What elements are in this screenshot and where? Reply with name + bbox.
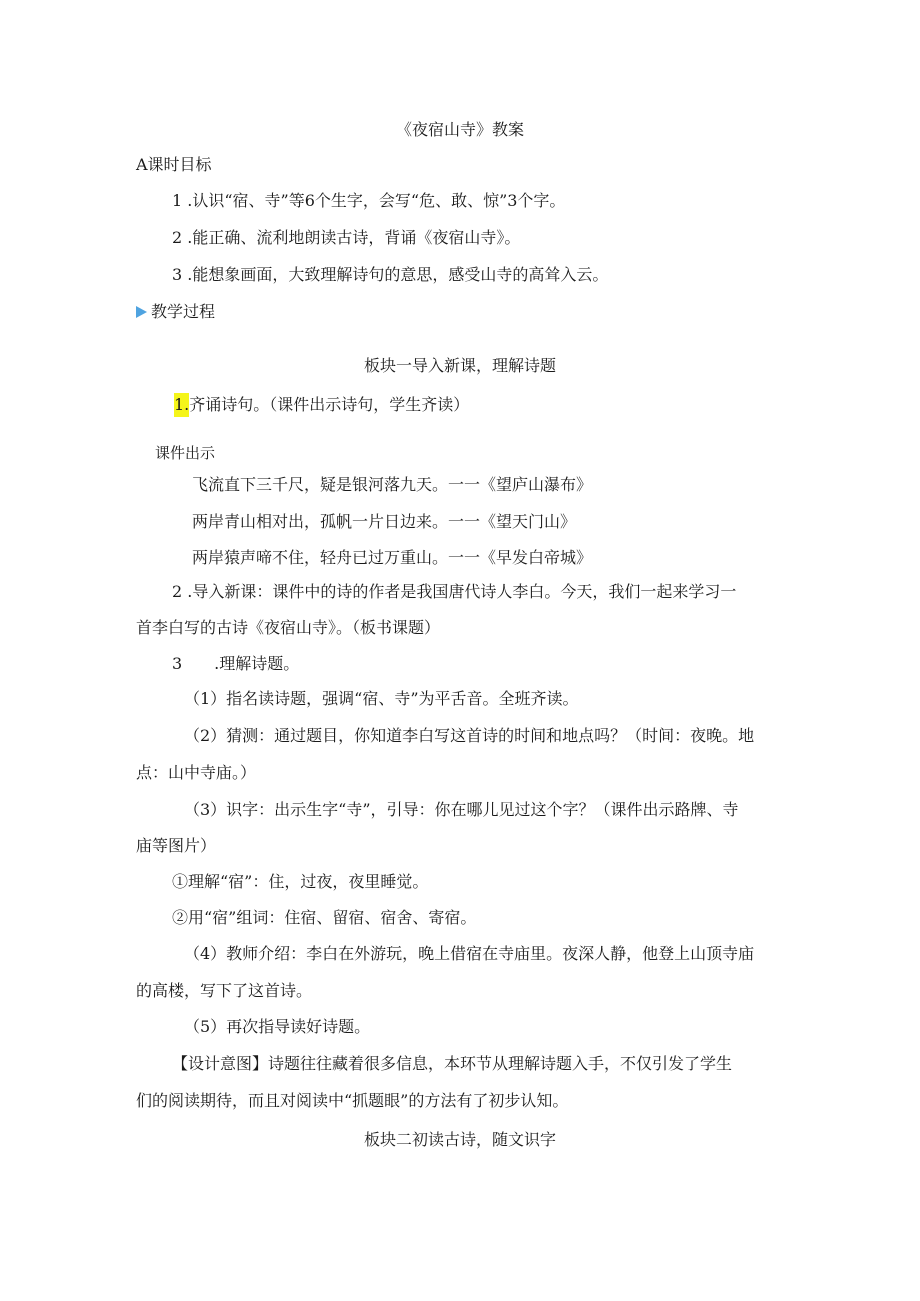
goal-item: 3 .能想象画面，大致理解诗句的意思，感受山寺的高耸入云。: [172, 265, 609, 284]
goal-item: 1 .认识“宿、寺”等6个生字，会写“危、敢、惊”3个字。: [172, 191, 566, 210]
paragraph-line: 2 .导入新课：课件中的诗的作者是我国唐代诗人李白。今天，我们一起来学习一: [172, 582, 737, 601]
paragraph-line: 首李白写的古诗《夜宿山寺》。（板书课题）: [136, 618, 441, 637]
paragraph-line: 们的阅读期待，而且对阅读中“抓题眼”的方法有了初步认知。: [136, 1091, 569, 1110]
paragraph-line: （5）再次指导读好诗题。: [184, 1017, 371, 1036]
courseware-label: 课件出示: [155, 444, 216, 462]
goals-heading: A课时目标: [136, 155, 212, 174]
process-heading: [136, 302, 215, 322]
process-heading-text: 教学过程: [151, 302, 216, 321]
list-item-text: 齐诵诗句。（课件出示诗句，学生齐读）: [189, 395, 470, 414]
paragraph-line: 点：山中寺庙。）: [136, 763, 257, 782]
document-title: 《夜宿山寺》教案: [395, 120, 524, 139]
goal-item: 2 .能正确、流利地朗读古诗，背诵《夜宿山寺》。: [172, 228, 521, 247]
paragraph-line: （3）识字：出示生字“寺”，引导：你在哪儿见过这个字？（课件出示路牌、寺: [184, 800, 739, 819]
highlighted-number: 1.: [174, 393, 189, 417]
paragraph-line: （4）教师介绍：李白在外游玩，晚上借宿在寺庙里。夜深人静，他登上山顶寺庙: [184, 944, 755, 963]
paragraph-line: ①理解“宿”：住，过夜，夜里睡觉。: [172, 872, 429, 891]
paragraph-line: 的高楼，写下了这首诗。: [136, 981, 313, 1000]
paragraph-line: ②用“宿”组词：住宿、留宿、宿舍、寄宿。: [172, 908, 477, 927]
poem-line: 飞流直下三千尺，疑是银河落九天。一一《望庐山瀑布》: [192, 475, 593, 494]
list-item: [174, 393, 469, 417]
triangle-bullet-icon: [136, 306, 147, 318]
poem-line: 两岸青山相对出，孤帆一片日边来。一一《望天门山》: [192, 512, 577, 531]
paragraph-line: 【设计意图】诗题往往藏着很多信息，本环节从理解诗题入手，不仅引发了学生: [172, 1054, 733, 1073]
paragraph-line: （1）指名读诗题，强调“宿、寺”为平舌音。全班齐读。: [184, 689, 579, 708]
section-title: 板块一导入新课，理解诗题: [363, 356, 556, 375]
section-title: 板块二初读古诗，随文识字: [363, 1130, 556, 1149]
paragraph-line: （2）猜测：通过题目，你知道李白写这首诗的时间和地点吗？（时间：夜晚。地: [184, 726, 755, 745]
paragraph-line: 3 .理解诗题。: [172, 654, 300, 673]
paragraph-line: 庙等图片）: [136, 836, 217, 855]
poem-line: 两岸猿声啼不住，轻舟已过万重山。一一《早发白帝城》: [192, 548, 593, 567]
